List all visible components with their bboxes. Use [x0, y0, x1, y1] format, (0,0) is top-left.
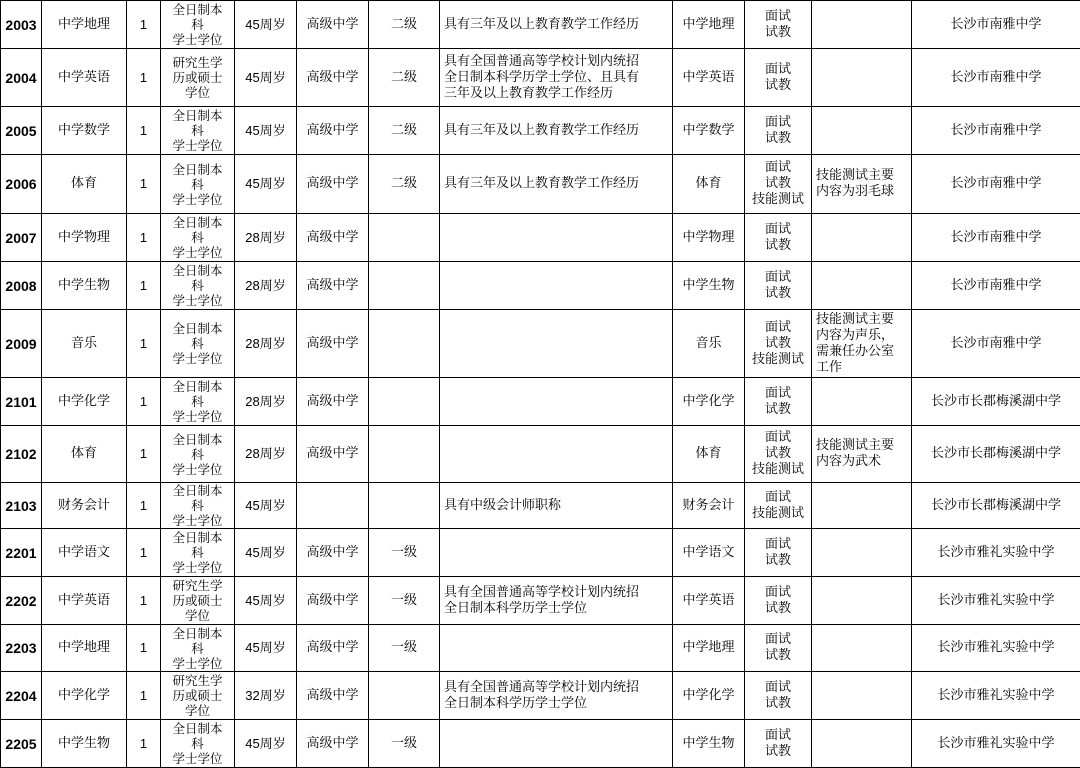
cell-title — [369, 378, 440, 426]
cell-certificate: 高级中学 — [297, 310, 369, 378]
cell-major: 中学英语 — [673, 49, 745, 107]
cell-title — [369, 426, 440, 483]
cell-education: 全日制本 科 学士学位 — [161, 155, 235, 214]
cell-exam: 面试 试教 — [745, 720, 812, 768]
cell-note — [812, 49, 912, 107]
cell-subject: 音乐 — [42, 310, 127, 378]
table-row — [1, 672, 1080, 720]
table-row — [1, 155, 1080, 214]
cell-requirement — [440, 529, 673, 577]
cell-code: 2205 — [1, 720, 42, 768]
cell-requirement: 具有全国普通高等学校计划内统招 全日制本科学历学士学位 — [440, 672, 673, 720]
cell-school: 长沙市长郡梅溪湖中学 — [912, 378, 1080, 426]
cell-age: 28周岁 — [235, 426, 297, 483]
cell-requirement — [440, 625, 673, 672]
cell-exam: 面试 试教 — [745, 378, 812, 426]
table-row — [1, 720, 1080, 768]
cell-school: 长沙市南雅中学 — [912, 49, 1080, 107]
cell-age: 32周岁 — [235, 672, 297, 720]
cell-major: 中学英语 — [673, 577, 745, 625]
cell-education: 研究生学 历或硕士 学位 — [161, 49, 235, 107]
cell-age: 45周岁 — [235, 49, 297, 107]
cell-exam: 面试 试教 — [745, 262, 812, 310]
table-row — [1, 1, 1080, 49]
cell-code: 2008 — [1, 262, 42, 310]
cell-requirement: 具有全国普通高等学校计划内统招 全日制本科学历学士学位 — [440, 577, 673, 625]
cell-age: 28周岁 — [235, 214, 297, 262]
cell-major: 中学化学 — [673, 672, 745, 720]
cell-title — [369, 310, 440, 378]
cell-school: 长沙市南雅中学 — [912, 1, 1080, 49]
cell-requirement: 具有中级会计师职称 — [440, 483, 673, 529]
cell-school: 长沙市雅礼实验中学 — [912, 720, 1080, 768]
cell-exam: 面试 试教 — [745, 672, 812, 720]
cell-code: 2003 — [1, 1, 42, 49]
cell-certificate: 高级中学 — [297, 378, 369, 426]
cell-school: 长沙市雅礼实验中学 — [912, 625, 1080, 672]
table-row — [1, 529, 1080, 577]
cell-title: 二级 — [369, 49, 440, 107]
cell-subject: 中学化学 — [42, 672, 127, 720]
cell-title: 一级 — [369, 625, 440, 672]
cell-school: 长沙市雅礼实验中学 — [912, 529, 1080, 577]
cell-requirement: 具有三年及以上教育教学工作经历 — [440, 107, 673, 155]
cell-certificate: 高级中学 — [297, 426, 369, 483]
cell-title: 一级 — [369, 577, 440, 625]
cell-age: 28周岁 — [235, 262, 297, 310]
cell-count: 1 — [127, 577, 161, 625]
cell-certificate: 高级中学 — [297, 107, 369, 155]
cell-requirement — [440, 310, 673, 378]
cell-education: 全日制本 科 学士学位 — [161, 1, 235, 49]
cell-note — [812, 529, 912, 577]
cell-age: 45周岁 — [235, 577, 297, 625]
table-row — [1, 577, 1080, 625]
cell-count: 1 — [127, 625, 161, 672]
cell-education: 全日制本 科 学士学位 — [161, 625, 235, 672]
cell-exam: 面试 试教 — [745, 625, 812, 672]
cell-title — [369, 214, 440, 262]
cell-certificate: 高级中学 — [297, 1, 369, 49]
cell-subject: 体育 — [42, 155, 127, 214]
cell-code: 2202 — [1, 577, 42, 625]
cell-education: 全日制本 科 学士学位 — [161, 529, 235, 577]
cell-code: 2201 — [1, 529, 42, 577]
cell-exam: 面试 试教 — [745, 49, 812, 107]
cell-subject: 中学语文 — [42, 529, 127, 577]
cell-major: 中学生物 — [673, 262, 745, 310]
cell-requirement: 具有全国普通高等学校计划内统招 全日制本科学历学士学位、且具有 三年及以上教育教学工作经历 — [440, 49, 673, 107]
cell-subject: 中学英语 — [42, 577, 127, 625]
cell-exam: 面试 试教 技能测试 — [745, 155, 812, 214]
table-row — [1, 107, 1080, 155]
cell-code: 2007 — [1, 214, 42, 262]
cell-school: 长沙市雅礼实验中学 — [912, 577, 1080, 625]
cell-note — [812, 214, 912, 262]
cell-code: 2005 — [1, 107, 42, 155]
cell-requirement — [440, 214, 673, 262]
cell-exam: 面试 技能测试 — [745, 483, 812, 529]
cell-education: 全日制本 科 学士学位 — [161, 107, 235, 155]
cell-code: 2102 — [1, 426, 42, 483]
cell-school: 长沙市南雅中学 — [912, 107, 1080, 155]
cell-requirement — [440, 378, 673, 426]
cell-certificate: 高级中学 — [297, 672, 369, 720]
cell-education: 全日制本 科 学士学位 — [161, 378, 235, 426]
cell-note — [812, 577, 912, 625]
cell-major: 财务会计 — [673, 483, 745, 529]
cell-count: 1 — [127, 720, 161, 768]
cell-age: 28周岁 — [235, 310, 297, 378]
cell-age: 45周岁 — [235, 107, 297, 155]
cell-education: 全日制本 科 学士学位 — [161, 483, 235, 529]
cell-exam: 面试 试教 — [745, 529, 812, 577]
cell-note: 技能测试主要 内容为羽毛球 — [812, 155, 912, 214]
table-row — [1, 426, 1080, 483]
cell-school: 长沙市南雅中学 — [912, 262, 1080, 310]
cell-subject: 中学英语 — [42, 49, 127, 107]
cell-certificate: 高级中学 — [297, 262, 369, 310]
cell-exam: 面试 试教 技能测试 — [745, 426, 812, 483]
cell-school: 长沙市长郡梅溪湖中学 — [912, 483, 1080, 529]
cell-code: 2009 — [1, 310, 42, 378]
cell-age: 45周岁 — [235, 625, 297, 672]
cell-major: 音乐 — [673, 310, 745, 378]
cell-major: 中学语文 — [673, 529, 745, 577]
cell-requirement: 具有三年及以上教育教学工作经历 — [440, 1, 673, 49]
cell-major: 中学物理 — [673, 214, 745, 262]
cell-code: 2004 — [1, 49, 42, 107]
cell-subject: 财务会计 — [42, 483, 127, 529]
cell-title: 一级 — [369, 529, 440, 577]
cell-education: 全日制本 科 学士学位 — [161, 214, 235, 262]
cell-school: 长沙市长郡梅溪湖中学 — [912, 426, 1080, 483]
cell-title: 二级 — [369, 1, 440, 49]
cell-age: 45周岁 — [235, 155, 297, 214]
cell-requirement: 具有三年及以上教育教学工作经历 — [440, 155, 673, 214]
cell-subject: 中学物理 — [42, 214, 127, 262]
cell-exam: 面试 试教 — [745, 1, 812, 49]
cell-count: 1 — [127, 529, 161, 577]
cell-major: 中学生物 — [673, 720, 745, 768]
table-row — [1, 262, 1080, 310]
cell-note — [812, 625, 912, 672]
cell-note — [812, 672, 912, 720]
cell-count: 1 — [127, 1, 161, 49]
cell-subject: 中学地理 — [42, 625, 127, 672]
cell-title: 二级 — [369, 107, 440, 155]
cell-note — [812, 378, 912, 426]
table-row — [1, 625, 1080, 672]
cell-school: 长沙市雅礼实验中学 — [912, 672, 1080, 720]
cell-subject: 中学化学 — [42, 378, 127, 426]
cell-education: 研究生学 历或硕士 学位 — [161, 672, 235, 720]
cell-exam: 面试 试教 技能测试 — [745, 310, 812, 378]
cell-major: 中学数学 — [673, 107, 745, 155]
cell-note: 技能测试主要 内容为声乐， 需兼任办公室 工作 — [812, 310, 912, 378]
table-body — [1, 1, 1080, 768]
cell-requirement — [440, 720, 673, 768]
cell-note — [812, 107, 912, 155]
cell-code: 2006 — [1, 155, 42, 214]
cell-certificate: 高级中学 — [297, 49, 369, 107]
cell-note: 技能测试主要 内容为武术 — [812, 426, 912, 483]
cell-age: 45周岁 — [235, 1, 297, 49]
cell-subject: 中学地理 — [42, 1, 127, 49]
cell-certificate: 高级中学 — [297, 625, 369, 672]
cell-subject: 体育 — [42, 426, 127, 483]
cell-note — [812, 483, 912, 529]
cell-education: 研究生学 历或硕士 学位 — [161, 577, 235, 625]
cell-certificate: 高级中学 — [297, 720, 369, 768]
cell-school: 长沙市南雅中学 — [912, 310, 1080, 378]
cell-count: 1 — [127, 262, 161, 310]
cell-code: 2204 — [1, 672, 42, 720]
cell-major: 中学化学 — [673, 378, 745, 426]
cell-exam: 面试 试教 — [745, 107, 812, 155]
cell-major: 中学地理 — [673, 1, 745, 49]
cell-age: 45周岁 — [235, 529, 297, 577]
cell-age: 45周岁 — [235, 483, 297, 529]
cell-certificate — [297, 483, 369, 529]
cell-age: 45周岁 — [235, 720, 297, 768]
cell-note — [812, 262, 912, 310]
cell-exam: 面试 试教 — [745, 214, 812, 262]
cell-certificate: 高级中学 — [297, 155, 369, 214]
cell-school: 长沙市南雅中学 — [912, 155, 1080, 214]
cell-major: 体育 — [673, 155, 745, 214]
cell-school: 长沙市南雅中学 — [912, 214, 1080, 262]
cell-subject: 中学生物 — [42, 262, 127, 310]
cell-count: 1 — [127, 107, 161, 155]
cell-title — [369, 483, 440, 529]
table-row — [1, 310, 1080, 378]
cell-age: 28周岁 — [235, 378, 297, 426]
cell-exam: 面试 试教 — [745, 577, 812, 625]
cell-count: 1 — [127, 155, 161, 214]
cell-title: 一级 — [369, 720, 440, 768]
cell-note — [812, 1, 912, 49]
cell-subject: 中学生物 — [42, 720, 127, 768]
cell-code: 2203 — [1, 625, 42, 672]
cell-certificate: 高级中学 — [297, 529, 369, 577]
cell-count: 1 — [127, 310, 161, 378]
cell-education: 全日制本 科 学士学位 — [161, 426, 235, 483]
cell-certificate: 高级中学 — [297, 214, 369, 262]
cell-title — [369, 672, 440, 720]
cell-title: 二级 — [369, 155, 440, 214]
cell-count: 1 — [127, 483, 161, 529]
cell-count: 1 — [127, 672, 161, 720]
cell-code: 2101 — [1, 378, 42, 426]
cell-note — [812, 720, 912, 768]
table-row — [1, 378, 1080, 426]
cell-certificate: 高级中学 — [297, 577, 369, 625]
cell-count: 1 — [127, 214, 161, 262]
cell-title — [369, 262, 440, 310]
cell-count: 1 — [127, 426, 161, 483]
cell-education: 全日制本 科 学士学位 — [161, 720, 235, 768]
cell-subject: 中学数学 — [42, 107, 127, 155]
cell-education: 全日制本 科 学士学位 — [161, 310, 235, 378]
table-row — [1, 214, 1080, 262]
cell-count: 1 — [127, 378, 161, 426]
cell-education: 全日制本 科 学士学位 — [161, 262, 235, 310]
cell-major: 中学地理 — [673, 625, 745, 672]
cell-requirement — [440, 262, 673, 310]
table-row — [1, 49, 1080, 107]
cell-major: 体育 — [673, 426, 745, 483]
cell-count: 1 — [127, 49, 161, 107]
cell-requirement — [440, 426, 673, 483]
table-row — [1, 483, 1080, 529]
cell-code: 2103 — [1, 483, 42, 529]
